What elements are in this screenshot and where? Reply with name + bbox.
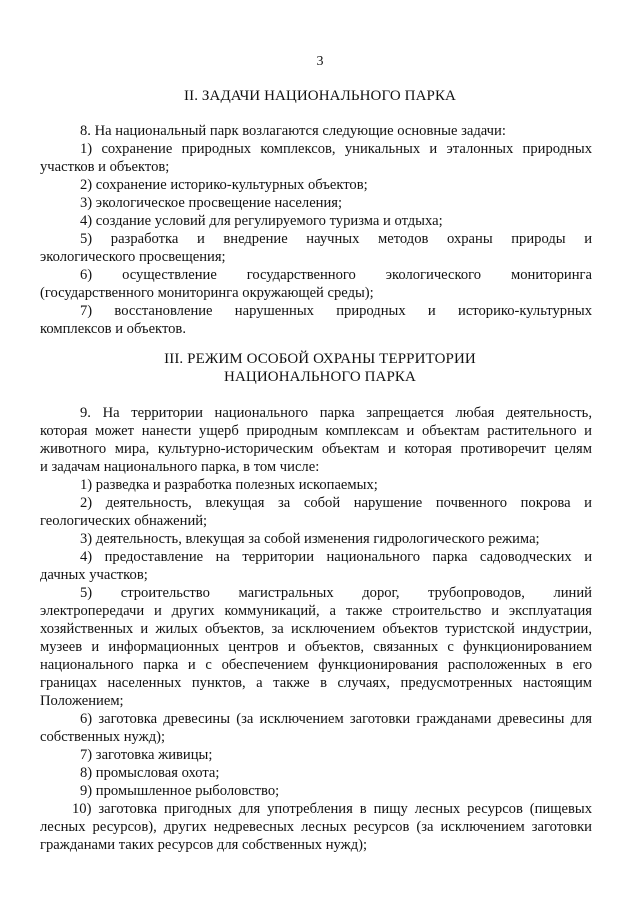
text-line: 1) сохранение природных комплексов, уникальных и эталонных природных [80, 141, 592, 157]
text-line: гражданами таких ресурсов для собственных нужд); [40, 837, 368, 853]
text-line: участков и объектов; [40, 159, 170, 175]
text-line: которая может нанести ущерб природным комплексам и объектам растительного и [40, 423, 592, 439]
text-line: 1) разведка и разработка полезных ископаемых; [80, 477, 378, 493]
text-line: 6) заготовка древесины (за исключением заготовки гражданами древесины для [80, 711, 592, 727]
text-line: 2) сохранение историко-культурных объектов; [80, 177, 368, 193]
text-line: национального парка и с обеспечением функционирования расположенных в его [40, 657, 592, 673]
section-3-title-line-2: НАЦИОНАЛЬНОГО ПАРКА [224, 369, 416, 385]
text-line: 9) промышленное рыболовство; [80, 783, 280, 799]
text-line: лесных ресурсов), других недревесных лесных ресурсов (за исключением заготовки [40, 819, 592, 835]
section-3-title-line-1: III. РЕЖИМ ОСОБОЙ ОХРАНЫ ТЕРРИТОРИИ [164, 351, 476, 367]
text-line: 3) деятельность, влекущая за собой изменения гидрологического режима; [80, 531, 540, 547]
text-line: собственных нужд); [40, 729, 166, 745]
text-line: музеев и информационных центров и объектов, связанных с функционированием [40, 639, 592, 655]
text-line: 4) создание условий для регулируемого туризма и отдыха; [80, 213, 443, 229]
text-line: 5) разработка и внедрение научных методов охраны природы и [80, 231, 592, 247]
text-line: 7) восстановление нарушенных природных и историко-культурных [80, 303, 592, 319]
text-line: 2) деятельность, влекущая за собой нарушение почвенного покрова и [80, 495, 592, 511]
text-line: дачных участков; [40, 567, 148, 583]
text-line: 5) строительство магистральных дорог, трубопроводов, линий [80, 585, 592, 601]
text-line: (государственного мониторинга окружающей среды); [40, 285, 374, 301]
text-line: границах населенных пунктов, а также в случаях, предусмотренных настоящим [40, 675, 592, 691]
text-line: экологического просвещения; [40, 249, 226, 265]
text-line: комплексов и объектов. [40, 321, 186, 337]
text-line: 7) заготовка живицы; [80, 747, 213, 763]
text-line: 8. На национальный парк возлагаются следующие основные задачи: [80, 123, 506, 139]
text-line: 3) экологическое просвещение населения; [80, 195, 343, 211]
section-2-title: II. ЗАДАЧИ НАЦИОНАЛЬНОГО ПАРКА [184, 88, 456, 104]
text-line: и задачам национального парка, в том числе: [40, 459, 320, 475]
text-line: 6) осуществление государственного экологического мониторинга [80, 267, 592, 283]
text-line: 8) промысловая охота; [80, 765, 220, 781]
text-line: электропередачи и других коммуникаций, а также строительство и эксплуатация [40, 603, 592, 619]
text-line: хозяйственных и жилых объектов, за исключением объектов туристской индустрии, [40, 621, 592, 637]
text-line: Положением; [40, 693, 124, 709]
text-line: животного мира, культурно-историческим объектам и которая противоречит целям [40, 441, 592, 457]
text-line: 10) заготовка пригодных для употребления в пищу лесных ресурсов (пищевых [72, 801, 592, 817]
page-number: 3 [316, 54, 324, 69]
text-line: 9. На территории национального парка запрещается любая деятельность, [80, 405, 592, 421]
text-line: геологических обнажений; [40, 513, 208, 529]
text-line: 4) предоставление на территории национального парка садоводческих и [80, 549, 592, 565]
